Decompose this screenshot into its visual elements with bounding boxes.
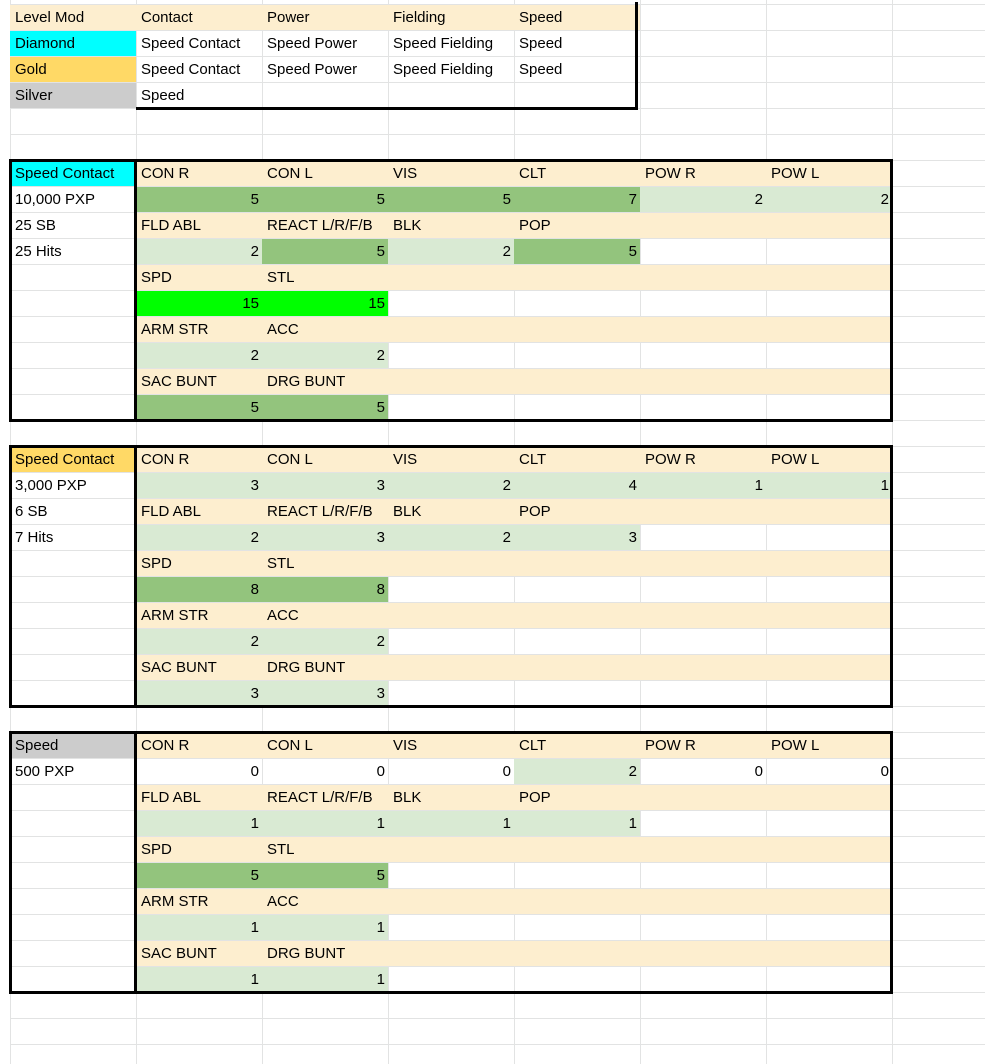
block-info-cell[interactable]: 3,000 PXP xyxy=(15,477,87,494)
stat-value-cell[interactable]: 3 xyxy=(262,473,388,498)
stat-label-cell[interactable]: POW L xyxy=(766,447,892,472)
stat-label-cell[interactable]: POW L xyxy=(766,161,892,186)
cell[interactable] xyxy=(640,811,766,836)
cell[interactable] xyxy=(388,603,514,628)
stat-label-cell[interactable]: POW R xyxy=(640,161,766,186)
stat-label-cell[interactable]: BLK xyxy=(388,499,514,524)
stat-label-cell[interactable]: CLT xyxy=(514,161,640,186)
cell[interactable] xyxy=(388,889,514,914)
stat-value-cell[interactable]: 0 xyxy=(880,763,889,780)
cell[interactable] xyxy=(766,499,892,524)
cell[interactable] xyxy=(766,863,892,888)
cell[interactable] xyxy=(514,629,640,654)
cell[interactable] xyxy=(766,655,892,680)
stat-label-cell[interactable]: VIS xyxy=(388,161,514,186)
stat-value-cell[interactable]: 2 xyxy=(136,525,262,550)
cell[interactable] xyxy=(766,395,892,420)
stat-value-cell[interactable]: 2 xyxy=(514,759,640,784)
cell[interactable] xyxy=(766,343,892,368)
stat-value-cell[interactable]: 15 xyxy=(262,291,388,316)
stat-value-cell[interactable]: 1 xyxy=(640,473,766,498)
stat-label-cell[interactable]: POP xyxy=(514,499,640,524)
cell[interactable] xyxy=(640,603,766,628)
cell[interactable] xyxy=(514,369,640,394)
cell[interactable] xyxy=(766,577,892,602)
stat-value-cell[interactable]: 5 xyxy=(262,187,388,212)
cell[interactable] xyxy=(388,291,514,316)
level-mod-value-cell[interactable] xyxy=(514,83,640,108)
cell[interactable] xyxy=(640,863,766,888)
cell[interactable] xyxy=(766,967,892,992)
cell[interactable] xyxy=(766,213,892,238)
stat-label-cell[interactable]: SAC BUNT xyxy=(136,941,262,966)
stat-label-cell[interactable]: CLT xyxy=(514,733,640,758)
cell[interactable] xyxy=(514,551,640,576)
stat-label-cell[interactable]: SPD xyxy=(136,551,262,576)
stat-label-cell[interactable]: REACT L/R/F/B xyxy=(262,499,388,524)
level-mod-header[interactable]: Power xyxy=(262,5,388,30)
level-mod-header[interactable]: Speed xyxy=(514,5,640,30)
block-title-cell[interactable]: Speed xyxy=(10,733,136,758)
cell[interactable] xyxy=(766,837,892,862)
cell[interactable] xyxy=(766,629,892,654)
level-mod-value-cell[interactable] xyxy=(388,83,514,108)
stat-value-cell[interactable]: 8 xyxy=(262,577,388,602)
cell[interactable] xyxy=(640,239,766,264)
stat-label-cell[interactable]: SAC BUNT xyxy=(136,655,262,680)
level-mod-value-cell[interactable]: Speed xyxy=(519,61,563,78)
block-title-cell[interactable]: Speed Contact xyxy=(10,447,136,472)
cell[interactable] xyxy=(388,863,514,888)
cell[interactable] xyxy=(640,629,766,654)
cell[interactable] xyxy=(640,889,766,914)
cell[interactable] xyxy=(640,525,766,550)
block-info-cell[interactable]: 7 Hits xyxy=(15,529,54,546)
block-info-cell[interactable]: 25 SB xyxy=(15,217,56,234)
cell[interactable] xyxy=(388,681,514,706)
stat-value-cell[interactable]: 2 xyxy=(136,343,262,368)
stat-label-cell[interactable]: VIS xyxy=(388,447,514,472)
stat-label-cell[interactable]: POP xyxy=(514,213,640,238)
stat-label-cell[interactable]: ACC xyxy=(262,889,388,914)
level-name-cell[interactable]: Gold xyxy=(10,57,136,82)
cell[interactable] xyxy=(388,941,514,966)
cell[interactable] xyxy=(766,551,892,576)
cell[interactable] xyxy=(766,603,892,628)
stat-label-cell[interactable]: FLD ABL xyxy=(136,785,262,810)
cell[interactable] xyxy=(514,681,640,706)
gridline-horizontal xyxy=(10,108,985,109)
stat-value-cell[interactable]: 5 xyxy=(136,863,262,888)
stat-value-cell[interactable]: 8 xyxy=(136,577,262,602)
cell[interactable] xyxy=(514,941,640,966)
stat-label-cell[interactable]: VIS xyxy=(388,733,514,758)
level-mod-header[interactable]: Level Mod xyxy=(10,5,136,30)
cell[interactable] xyxy=(640,837,766,862)
cell[interactable] xyxy=(388,655,514,680)
block-title-cell[interactable]: Speed Contact xyxy=(10,161,136,186)
stat-label-cell[interactable]: DRG BUNT xyxy=(262,941,388,966)
level-name-cell[interactable]: Diamond xyxy=(10,31,136,56)
cell[interactable] xyxy=(514,265,640,290)
stat-label-cell[interactable]: POP xyxy=(514,785,640,810)
level-mod-value-cell[interactable]: Speed Power xyxy=(267,35,358,52)
stat-label-cell[interactable]: DRG BUNT xyxy=(262,369,388,394)
stat-label-cell[interactable]: SPD xyxy=(136,837,262,862)
cell[interactable] xyxy=(388,265,514,290)
cell[interactable] xyxy=(640,369,766,394)
cell[interactable] xyxy=(640,343,766,368)
stat-value-cell[interactable]: 1 xyxy=(136,811,262,836)
stat-label-cell[interactable]: FLD ABL xyxy=(136,499,262,524)
cell[interactable] xyxy=(640,395,766,420)
cell[interactable] xyxy=(640,265,766,290)
block-info-cell[interactable]: 6 SB xyxy=(15,503,48,520)
stat-value-cell[interactable]: 1 xyxy=(262,811,388,836)
stat-value-cell[interactable]: 1 xyxy=(136,915,262,940)
level-mod-value-cell[interactable]: Speed Fielding xyxy=(393,61,494,78)
cell[interactable] xyxy=(766,317,892,342)
stat-value-cell[interactable]: 3 xyxy=(514,525,640,550)
stat-label-cell[interactable]: CON L xyxy=(262,447,388,472)
stat-label-cell[interactable]: SAC BUNT xyxy=(136,369,262,394)
cell[interactable] xyxy=(514,395,640,420)
stat-value-cell[interactable]: 5 xyxy=(262,395,388,420)
gridline-horizontal xyxy=(10,992,985,993)
block-info-cell[interactable]: 500 PXP xyxy=(15,763,75,780)
level-mod-value-cell[interactable]: Speed Power xyxy=(267,61,358,78)
stat-value-cell[interactable]: 3 xyxy=(136,473,262,498)
stat-label-cell[interactable]: STL xyxy=(262,265,388,290)
stat-value-cell[interactable]: 5 xyxy=(514,239,640,264)
stat-label-cell[interactable]: ARM STR xyxy=(136,603,262,628)
stat-value-cell[interactable]: 1 xyxy=(766,473,892,498)
cell[interactable] xyxy=(388,551,514,576)
stat-value-cell[interactable]: 4 xyxy=(514,473,640,498)
cell[interactable] xyxy=(514,915,640,940)
cell[interactable] xyxy=(514,317,640,342)
cell[interactable] xyxy=(640,551,766,576)
level-mod-value-cell[interactable]: Speed Fielding xyxy=(393,35,494,52)
cell[interactable] xyxy=(388,395,514,420)
cell[interactable] xyxy=(514,837,640,862)
gridline-vertical xyxy=(892,0,893,1064)
cell[interactable] xyxy=(388,915,514,940)
gridline-horizontal xyxy=(10,134,985,135)
cell[interactable] xyxy=(640,915,766,940)
cell[interactable] xyxy=(388,837,514,862)
stat-value-cell[interactable]: 5 xyxy=(262,239,388,264)
stat-label-cell[interactable]: ACC xyxy=(262,317,388,342)
stat-label-cell[interactable]: CON L xyxy=(262,733,388,758)
stat-label-cell[interactable]: ARM STR xyxy=(136,889,262,914)
level-name-cell[interactable]: Silver xyxy=(10,83,136,108)
stat-label-cell[interactable]: SPD xyxy=(136,265,262,290)
stat-value-cell[interactable]: 2 xyxy=(640,187,766,212)
level-mod-value-cell[interactable]: Speed xyxy=(519,35,563,52)
level-mod-header[interactable]: Contact xyxy=(136,5,262,30)
cell[interactable] xyxy=(640,499,766,524)
cell[interactable] xyxy=(766,785,892,810)
cell[interactable] xyxy=(640,967,766,992)
stat-value-cell[interactable]: 0 xyxy=(754,763,763,780)
stat-value-cell[interactable]: 2 xyxy=(262,629,388,654)
stat-value-cell[interactable]: 3 xyxy=(262,681,388,706)
stat-label-cell[interactable]: POW L xyxy=(766,733,892,758)
cell[interactable] xyxy=(514,655,640,680)
stat-value-cell[interactable]: 2 xyxy=(388,473,514,498)
cell[interactable] xyxy=(766,291,892,316)
stat-label-cell[interactable]: CON L xyxy=(262,161,388,186)
gridline-horizontal xyxy=(10,420,985,421)
stat-label-cell[interactable]: DRG BUNT xyxy=(262,655,388,680)
stat-value-cell[interactable]: 2 xyxy=(766,187,892,212)
level-mod-value-cell[interactable]: Speed Contact xyxy=(141,61,241,78)
cell[interactable] xyxy=(640,681,766,706)
gridline-horizontal xyxy=(10,1044,985,1045)
cell[interactable] xyxy=(766,525,892,550)
cell[interactable] xyxy=(514,577,640,602)
stat-value-cell[interactable]: 5 xyxy=(262,863,388,888)
cell[interactable] xyxy=(640,655,766,680)
cell[interactable] xyxy=(388,967,514,992)
cell[interactable] xyxy=(514,863,640,888)
cell[interactable] xyxy=(640,941,766,966)
stat-value-cell[interactable]: 1 xyxy=(388,811,514,836)
block-info-cell[interactable]: 10,000 PXP xyxy=(15,191,96,208)
stat-value-cell[interactable]: 7 xyxy=(514,187,640,212)
stat-value-cell[interactable]: 2 xyxy=(136,629,262,654)
cell[interactable] xyxy=(640,291,766,316)
cell[interactable] xyxy=(514,291,640,316)
stat-label-cell[interactable]: POW R xyxy=(640,447,766,472)
stat-label-cell[interactable]: REACT L/R/F/B xyxy=(262,213,388,238)
cell[interactable] xyxy=(766,681,892,706)
cell[interactable] xyxy=(388,369,514,394)
stat-value-cell[interactable]: 2 xyxy=(136,239,262,264)
stat-value-cell[interactable]: 2 xyxy=(388,239,514,264)
stat-label-cell[interactable]: BLK xyxy=(388,785,514,810)
cell[interactable] xyxy=(514,967,640,992)
stat-value-cell[interactable]: 15 xyxy=(136,291,262,316)
stat-label-cell[interactable]: BLK xyxy=(388,213,514,238)
cell[interactable] xyxy=(514,603,640,628)
stat-label-cell[interactable]: FLD ABL xyxy=(136,213,262,238)
level-mod-value-cell[interactable]: Speed xyxy=(141,87,185,104)
stat-value-cell[interactable]: 5 xyxy=(136,187,262,212)
stat-value-cell[interactable]: 1 xyxy=(262,915,388,940)
cell[interactable] xyxy=(640,213,766,238)
stat-value-cell[interactable]: 1 xyxy=(514,811,640,836)
cell[interactable] xyxy=(640,577,766,602)
stat-label-cell[interactable]: REACT L/R/F/B xyxy=(262,785,388,810)
stat-value-cell[interactable]: 2 xyxy=(262,343,388,368)
stat-label-cell[interactable]: STL xyxy=(262,837,388,862)
stat-value-cell[interactable]: 5 xyxy=(388,187,514,212)
cell[interactable] xyxy=(766,811,892,836)
stat-value-cell[interactable]: 1 xyxy=(262,967,388,992)
stat-value-cell[interactable]: 0 xyxy=(502,763,511,780)
cell[interactable] xyxy=(388,629,514,654)
level-mod-value-cell[interactable] xyxy=(262,83,388,108)
stat-value-cell[interactable]: 1 xyxy=(136,967,262,992)
stat-label-cell[interactable]: ACC xyxy=(262,603,388,628)
stat-label-cell[interactable]: CON R xyxy=(136,447,262,472)
cell[interactable] xyxy=(766,941,892,966)
stat-value-cell[interactable]: 0 xyxy=(250,763,259,780)
cell[interactable] xyxy=(766,239,892,264)
cell[interactable] xyxy=(766,889,892,914)
stat-label-cell[interactable]: POW R xyxy=(640,733,766,758)
cell[interactable] xyxy=(766,369,892,394)
stat-value-cell[interactable]: 5 xyxy=(136,395,262,420)
gridline-horizontal xyxy=(10,1018,985,1019)
stat-label-cell[interactable]: CON R xyxy=(136,733,262,758)
level-mod-value-cell[interactable]: Speed Contact xyxy=(141,35,241,52)
gridline-horizontal xyxy=(10,706,985,707)
block-info-cell[interactable]: 25 Hits xyxy=(15,243,62,260)
stat-label-cell[interactable]: STL xyxy=(262,551,388,576)
cell[interactable] xyxy=(766,265,892,290)
stat-label-cell[interactable]: CON R xyxy=(136,161,262,186)
cell[interactable] xyxy=(388,343,514,368)
cell[interactable] xyxy=(514,343,640,368)
cell[interactable] xyxy=(388,577,514,602)
stat-label-cell[interactable]: CLT xyxy=(514,447,640,472)
cell[interactable] xyxy=(514,889,640,914)
cell[interactable] xyxy=(640,317,766,342)
stat-label-cell[interactable]: ARM STR xyxy=(136,317,262,342)
stat-value-cell[interactable]: 3 xyxy=(262,525,388,550)
cell[interactable] xyxy=(388,317,514,342)
stat-value-cell[interactable]: 0 xyxy=(376,763,385,780)
stat-value-cell[interactable]: 3 xyxy=(136,681,262,706)
stat-value-cell[interactable]: 2 xyxy=(388,525,514,550)
level-mod-header[interactable]: Fielding xyxy=(388,5,514,30)
cell[interactable] xyxy=(640,785,766,810)
cell[interactable] xyxy=(766,915,892,940)
